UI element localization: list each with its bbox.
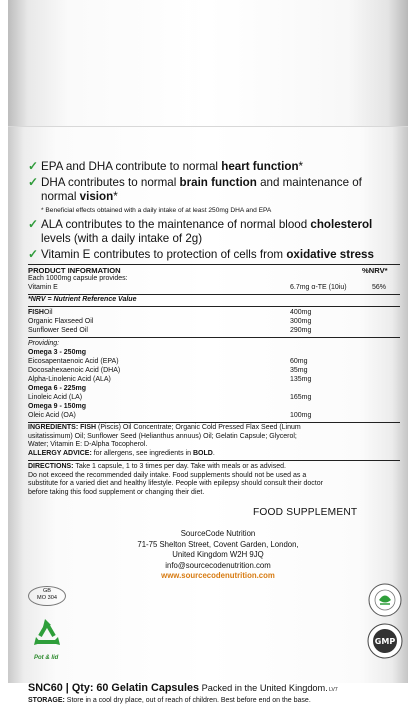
divider xyxy=(28,264,400,265)
gmp-logo xyxy=(367,623,403,664)
pot-lid-label: Pot & lid xyxy=(34,655,59,661)
directions: DIRECTIONS: Take 1 capsule, 1 to 3 times per day. Take with meals or as advised. Do not exceed the recommended daily intake. Food supplements should not be used as a substitute for a varied diet and healthy lifestyle. People with epilepsy should consult their doctor before taking this food supplement or changing their diet. xyxy=(28,463,323,496)
checkmark-icon: ✓ xyxy=(28,159,39,173)
supplement-bottle: ✓ EPA and DHA contribute to normal heart function* ✓ DHA contributes to normal brain function and maintenance of normal vision* * Beneficial effects obtained with a daily intake of at least 250mg DHA and EPA ✓ ALA contributes to the maintenance of normal blood cholesterol levels (with a daily intake of 2g) ✓ Vitamin E contributes to protection of cells from oxidative stress PRODUCT INFORMATION %NRV* Each 1000mg capsule provides: Vitamin E 6.7mg α-TE (10iu) 56% *NRV = Nutrient Reference Value FISH Oil 400mg Organic Flaxseed Oil 300mg Sunflower Seed Oil 290mg Providing: Omega 3 - 250mg Eicosapentaenoic Acid (EPA) 60mg Docosahexaenoic Acid (DHA) 35mg Alpha-Linolenic Acid (ALA) 135mg Omega 6 - 225mg Linoleic Acid (LA) 165mg Omega 9 - 150mg Oleic Acid (OA) 100mg INGREDIENTS: FISH (Piscis) Oil Concentrate; Organic Cold Pressed Flax Seed (Linum usitatissimum) Oil; Sunflower Seed (Helianthus annuus) Oil; Gelatin Capsule; Glycerol; Water; Vitamin E: D-Alpha Tocopherol. ALLERGY ADVICE: for allergens, see ingredients in BOLD. DIRECTIONS: Take 1 capsule, 1 to 3 times per day. Take with meals or as advised. Do not exceed the recommended daily intake. Food supplements should not be used as a substitute for a varied diet and healthy lifestyle. People with epilepsy should consult their doctor before taking this food supplement or changing their diet. FOOD SUPPLEMENT SourceCode Nutrition 71-75 Shelton Street, Covent Garden, London, United Kingdom W2H 9JQ info@sourcecodenutrition.com www.sourcecodenutrition.com GB MO 304 Pot & lid GMP SNC60 | Qty: 60 Gelatin Capsules Packed in the United Kingdom. LV7 STORAGE: Store in a cool dry place, out of reach of children. Best before end on the base. xyxy=(8,0,408,683)
gb-approval-mark: GB MO 304 xyxy=(28,586,66,606)
checkmark-icon: ✓ xyxy=(28,247,39,261)
food-supplement-title: FOOD SUPPLEMENT xyxy=(253,507,358,518)
checkmark-icon: ✓ xyxy=(28,175,39,189)
product-info-title: PRODUCT INFORMATION xyxy=(28,266,121,275)
recycle-icon xyxy=(30,616,64,657)
storage-instructions: STORAGE: Store in a cool dry place, out of reach of children. Best before end on the base. xyxy=(28,697,311,704)
claim-cholesterol: ✓ ALA contributes to the maintenance of normal blood cholesterol xyxy=(28,217,373,231)
ingredients: INGREDIENTS: FISH (Piscis) Oil Concentrate; Organic Cold Pressed Flax Seed (Linum usitatissimum) Oil; Sunflower Seed (Helianthus annuus) Oil; Gelatin Capsule; Glycerol; Water; Vitamin E: D-Alpha Tocopherol. ALLERGY ADVICE: for allergens, see ingredients in BOLD. xyxy=(28,424,301,457)
nrv-header: %NRV* xyxy=(362,266,388,275)
halal-logo xyxy=(368,583,402,622)
claim-heart: ✓ EPA and DHA contribute to normal heart function* xyxy=(28,159,304,173)
svg-text:GMP: GMP xyxy=(374,637,396,646)
bottle-cap xyxy=(8,0,408,127)
company-address: SourceCode Nutrition 71-75 Shelton Street, Covent Garden, London, United Kingdom W2H 9JQ info@sourcecodenutrition.com www.sourcecodenutrition.com xyxy=(137,529,299,581)
claim-brain: ✓ DHA contributes to normal brain function and maintenance of xyxy=(28,175,362,189)
claim-oxidative: ✓ Vitamin E contributes to protection of cells from oxidative stress xyxy=(28,247,374,261)
checkmark-icon: ✓ xyxy=(28,217,39,231)
claim-vision: normal vision* xyxy=(41,190,118,203)
claim-cholesterol-levels: levels (with a daily intake of 2g) xyxy=(41,232,203,245)
product-code-qty: SNC60 | Qty: 60 Gelatin Capsules Packed in the United Kingdom. LV7 xyxy=(28,682,338,694)
beneficial-effects-note: * Beneficial effects obtained with a daily intake of at least 250mg DHA and EPA xyxy=(41,207,272,214)
